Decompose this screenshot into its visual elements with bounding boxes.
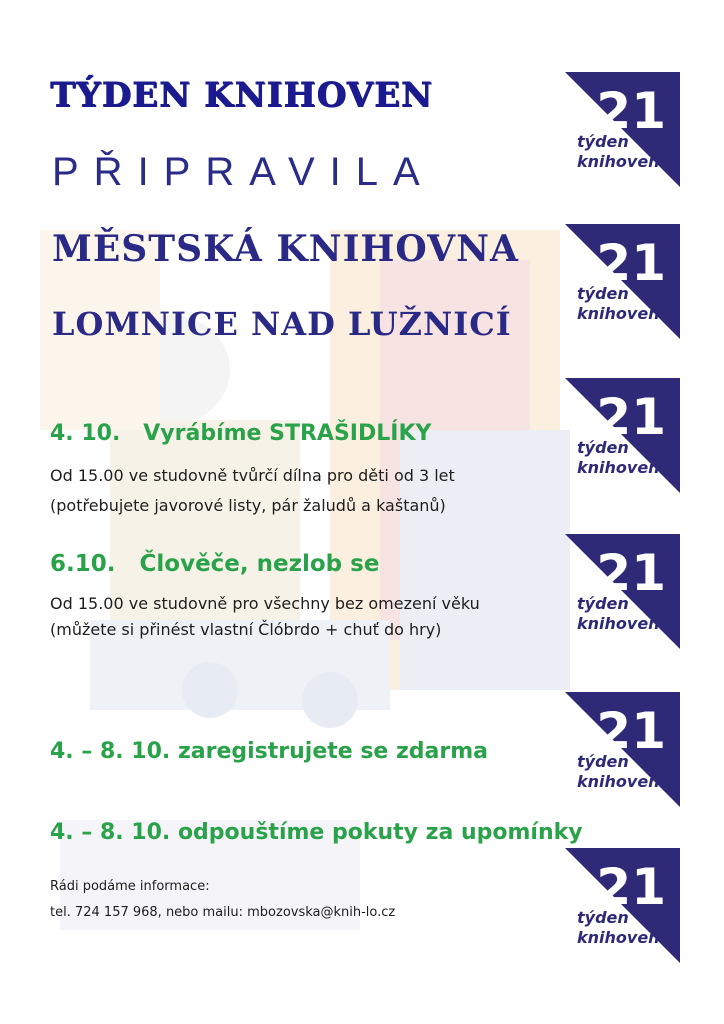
offer-fine-amnesty: 4. – 8. 10. odpouštíme pokuty za upomínky [50,820,583,845]
logo-number: 21 [596,702,666,760]
logo-text-tyden: týden [577,594,629,613]
logo-text-tyden: týden [577,908,629,927]
event-2-description: Od 15.00 ve studovně pro všechny bez omezení věku [50,594,480,613]
event-1-note: (potřebujete javorové listy, pár žaludů a kaštanů) [50,496,446,515]
contact-details: tel. 724 157 968, nebo mailu: mbozovska@knih-lo.cz [50,905,396,920]
event-2-note: (můžete si přinést vlastní Člóbrdo + chuť do hry) [50,620,442,639]
logo-text-tyden: týden [577,438,629,457]
tyden-knihoven-logo [565,378,680,493]
event-2-heading: 6.10. Člověče, nezlob se [50,551,380,577]
tyden-knihoven-logo [565,72,680,187]
logo-text-tyden: týden [577,752,629,771]
logo-number: 21 [596,82,666,140]
logo-text-knihoven: knihoven [577,304,660,323]
logo-text-knihoven: knihoven [577,928,660,947]
logo-text-knihoven: knihoven [577,152,660,171]
logo-text-knihoven: knihoven [577,772,660,791]
tyden-knihoven-logo [565,848,680,963]
tyden-knihoven-logo [565,692,680,807]
event-1-heading: 4. 10. Vyrábíme STRAŠIDLÍKY [50,421,432,446]
logo-text-knihoven: knihoven [577,458,660,477]
offer-free-registration: 4. – 8. 10. zaregistrujete se zdarma [50,739,489,764]
logo-number: 21 [596,858,666,916]
logo-number: 21 [596,388,666,446]
prepared-by-label: PŘIPRAVILA [52,150,435,194]
poster-title: TÝDEN KNIHOVEN [50,75,433,115]
library-name-line2: LOMNICE NAD LUŽNICÍ [52,305,512,343]
tyden-knihoven-logo [565,224,680,339]
logo-text-tyden: týden [577,284,629,303]
logo-text-tyden: týden [577,132,629,151]
logo-number: 21 [596,234,666,292]
logo-text-knihoven: knihoven [577,614,660,633]
logo-number: 21 [596,544,666,602]
contact-label: Rádi podáme informace: [50,879,210,894]
event-1-description: Od 15.00 ve studovně tvůrčí dílna pro děti od 3 let [50,466,455,485]
tyden-knihoven-logo [565,534,680,649]
library-name-line1: MĚSTSKÁ KNIHOVNA [52,228,519,270]
